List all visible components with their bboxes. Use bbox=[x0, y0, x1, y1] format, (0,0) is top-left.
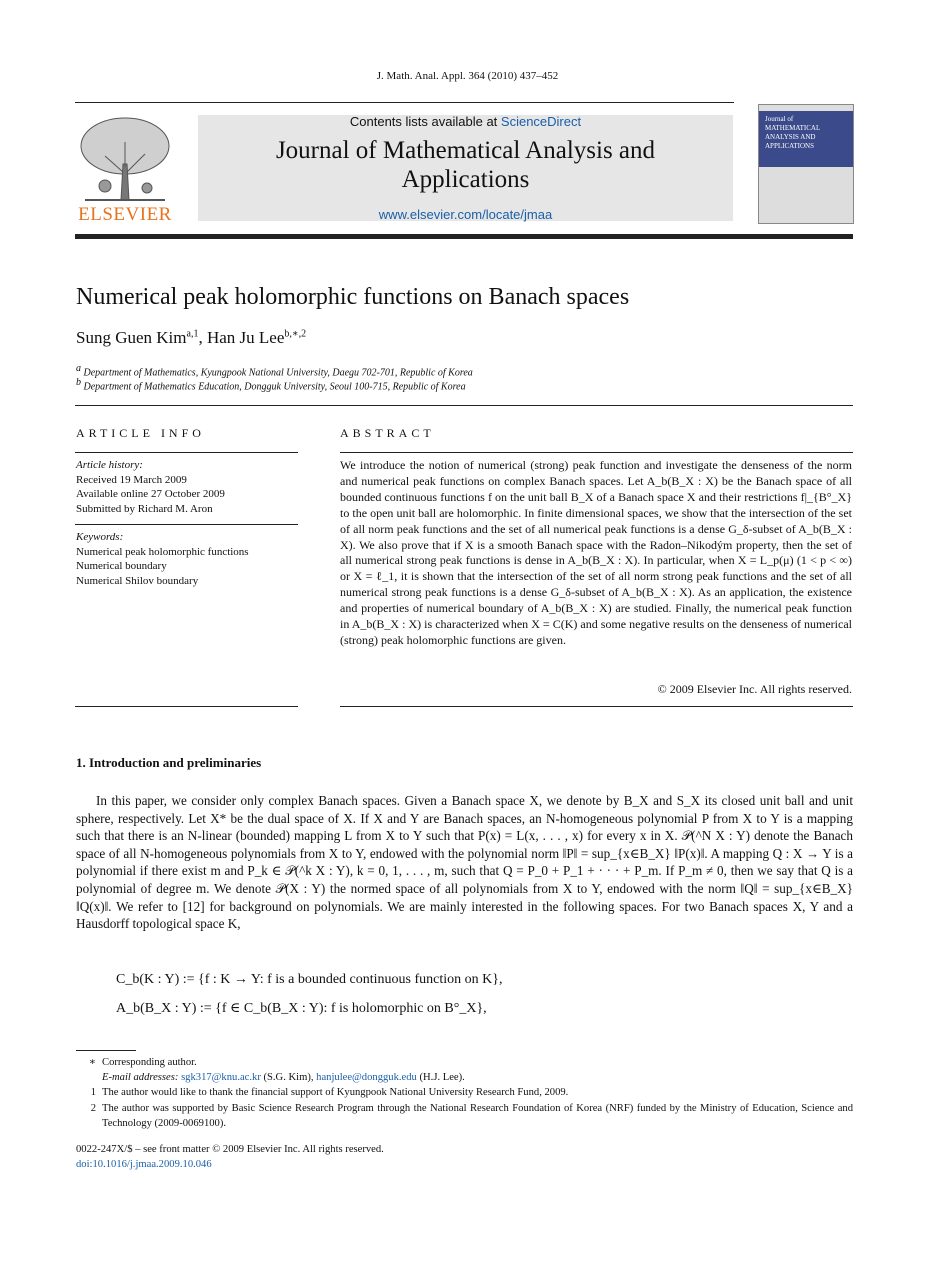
email-owner: (S.G. Kim), bbox=[260, 1072, 317, 1084]
contents-line bbox=[198, 114, 733, 129]
footnote-2 bbox=[76, 1101, 853, 1131]
footnote-text: The author would like to thank the financial support of Kyungpook National University Research Fund, 2009. bbox=[102, 1087, 569, 1099]
footnote-mark: 2 bbox=[90, 1102, 96, 1114]
equation-ab: A_b(B_X : Y) := {f ∈ C_b(B_X : Y): f is holomorphic on B°_X}, bbox=[116, 1001, 487, 1016]
doi-link[interactable]: doi:10.1016/j.jmaa.2009.10.046 bbox=[76, 1158, 212, 1170]
footnotes bbox=[76, 1055, 853, 1131]
footnote-1 bbox=[76, 1085, 853, 1100]
abstract-label: ABSTRACT bbox=[340, 426, 435, 440]
equation-cb: C_b(K : Y) := {f : K → Y: f is a bounded continuous function on K}, bbox=[116, 972, 503, 987]
contents-prefix: Contents lists available at bbox=[349, 114, 501, 129]
article-history bbox=[76, 458, 298, 516]
cover-text: Journal of MATHEMATICAL ANALYSIS AND APPLICATIONS bbox=[765, 115, 820, 150]
author-list bbox=[76, 328, 306, 348]
author-name: Sung Guen Kim bbox=[76, 328, 187, 347]
intro-paragraph: In this paper, we consider only complex Banach spaces. Given a Banach space X, we denote by B_X and S_X its closed unit ball and unit sphere, respectively. Let X* be the dual space of X. If X and Y are Banach spaces, an N-homogeneous polynomial P from X to Y is a mapping such that there is an N-linear (bounded) mapping L from X to Y such that P(x) = L(x, . . . , x) for every x in X. 𝒫(^N X : Y) denote the Banach space of all N-homogeneous polynomials from X to Y, endowed with the polynomial norm ‖P‖ = sup_{x∈B_X} ‖P(x)‖. A mapping Q : X → Y is a polynomial if there exist m and P_k ∈ 𝒫(^k X : Y), k = 0, 1, . . . , m, such that Q = P_0 + P_1 + · · · + P_m. If P_m ≠ 0, then we say that Q is a polynomial of degree m. We denote 𝒫(X : Y) the normed space of all polynomials from X to Y, endowed with the norm ‖Q‖ = sup_{x∈B_X} ‖Q(x)‖. We refer to [12] for background on polynomials. We are mainly interested in the following spaces. For two Banach spaces X, Y and a Hausdorff topological space K, bbox=[76, 793, 853, 932]
history-label: Article history: bbox=[76, 459, 143, 471]
footnote-text: Corresponding author. bbox=[102, 1057, 197, 1068]
footnote-emails bbox=[76, 1070, 853, 1085]
article-info-bottom-rule bbox=[75, 706, 298, 707]
header-top-rule bbox=[75, 102, 734, 103]
issn-line: 0022-247X/$ – see front matter © 2009 Elsevier Inc. All rights reserved. bbox=[76, 1144, 384, 1155]
affiliation-mark: b bbox=[76, 377, 81, 388]
paper-title: Numerical peak holomorphic functions on Banach spaces bbox=[76, 284, 630, 310]
abstract-bottom-rule bbox=[340, 706, 853, 707]
history-item: Received 19 March 2009 bbox=[76, 473, 187, 486]
header-thick-rule bbox=[75, 234, 853, 239]
author-affiliation-mark: b,∗,2 bbox=[284, 328, 307, 340]
keyword-item: Numerical Shilov boundary bbox=[76, 574, 199, 587]
article-info-label: ARTICLE INFO bbox=[76, 426, 205, 440]
author-separator: , bbox=[198, 328, 207, 347]
journal-title bbox=[198, 136, 733, 194]
footnote-mark: ∗ bbox=[88, 1057, 96, 1068]
email-owner: (H.J. Lee). bbox=[416, 1072, 465, 1084]
keyword-item: Numerical boundary bbox=[76, 560, 167, 572]
email-link[interactable]: sgk317@knu.ac.kr bbox=[181, 1072, 261, 1084]
section-heading: 1. Introduction and preliminaries bbox=[76, 755, 262, 770]
footnote-corresponding bbox=[76, 1055, 853, 1070]
email-link[interactable]: hanjulee@dongguk.edu bbox=[316, 1072, 417, 1084]
sciencedirect-link[interactable]: ScienceDirect bbox=[500, 114, 582, 129]
footnote-rule bbox=[76, 1050, 136, 1051]
history-item: Available online 27 October 2009 bbox=[76, 488, 225, 500]
history-item: Submitted by Richard M. Aron bbox=[76, 502, 213, 515]
footnote-text: The author was supported by Basic Science Research Program through the National Research Foundation of Korea (NRF) funded by the Ministry of Education, Science and Technology (2009-0069100). bbox=[102, 1102, 853, 1129]
author-affiliation-mark: a,1 bbox=[186, 328, 199, 340]
journal-citation: J. Math. Anal. Appl. 364 (2010) 437–452 bbox=[376, 70, 559, 82]
journal-title-line2: Applications bbox=[401, 166, 530, 193]
keywords bbox=[76, 530, 298, 588]
affiliation-rule bbox=[75, 405, 853, 406]
journal-cover-thumbnail bbox=[758, 104, 854, 224]
affiliation-b bbox=[76, 377, 466, 392]
affiliation-text: Department of Mathematics, Kyungpook National University, Daegu 702-701, Republic of Korea bbox=[83, 367, 473, 379]
keywords-label: Keywords: bbox=[76, 531, 124, 543]
abstract-rule bbox=[340, 452, 853, 453]
affiliation-text: Department of Mathematics Education, Dongguk University, Seoul 100-715, Republic of Korea bbox=[83, 381, 466, 393]
footnote-mark-spacer bbox=[76, 1070, 102, 1085]
keywords-rule bbox=[75, 524, 298, 525]
bottom-matter bbox=[76, 1143, 384, 1172]
elsevier-wordmark: ELSEVIER bbox=[78, 204, 172, 225]
abstract-text: We introduce the notion of numerical (strong) peak function and investigate the denseness of the norm and numerical peak functions on complex Banach spaces. Let A_b(B_X : X) be the Banach space of all bounded continuous functions f on the unit ball B_X of a Banach space X and their restrictions f|_{B°_X} to the open unit ball are holomorphic. In finite dimensional spaces, we show that the intersection of the set of all norm peak functions and the set of all numerical peak functions is a dense G_δ-subset of A_b(B_X : X). We also prove that if X is a smooth Banach space with the Radon–Nikodým property, then the set of all numerical strong peak functions is dense in A_b(B_X : X). In particular, when X = L_p(μ) (1 < p < ∞) or X = ℓ_1, it is shown that the intersection of the set of all norm strong peak functions and the set of all numerical strong peak functions is a dense G_δ-subset of A_b(B_X : X). As an application, the existence and properties of numerical boundary of A_b(B_X : X) are studied. Finally, the numerical peak function in A_b(B_X : X) is characterized when X = C(K) and some negative results on the denseness of numerical (strong) peak holomorphic functions are given. bbox=[340, 458, 852, 647]
article-info-rule bbox=[75, 452, 298, 453]
affiliation-mark: a bbox=[76, 363, 81, 374]
email-label: E-mail addresses: bbox=[102, 1072, 182, 1084]
author-name: Han Ju Lee bbox=[206, 328, 285, 347]
abstract-copyright: © 2009 Elsevier Inc. All rights reserved. bbox=[657, 682, 852, 696]
footnote-mark: 1 bbox=[90, 1087, 96, 1099]
keyword-item: Numerical peak holomorphic functions bbox=[76, 545, 249, 558]
journal-url-link[interactable]: www.elsevier.com/locate/jmaa bbox=[378, 207, 553, 222]
journal-title-line1: Journal of Mathematical Analysis and bbox=[275, 137, 656, 164]
